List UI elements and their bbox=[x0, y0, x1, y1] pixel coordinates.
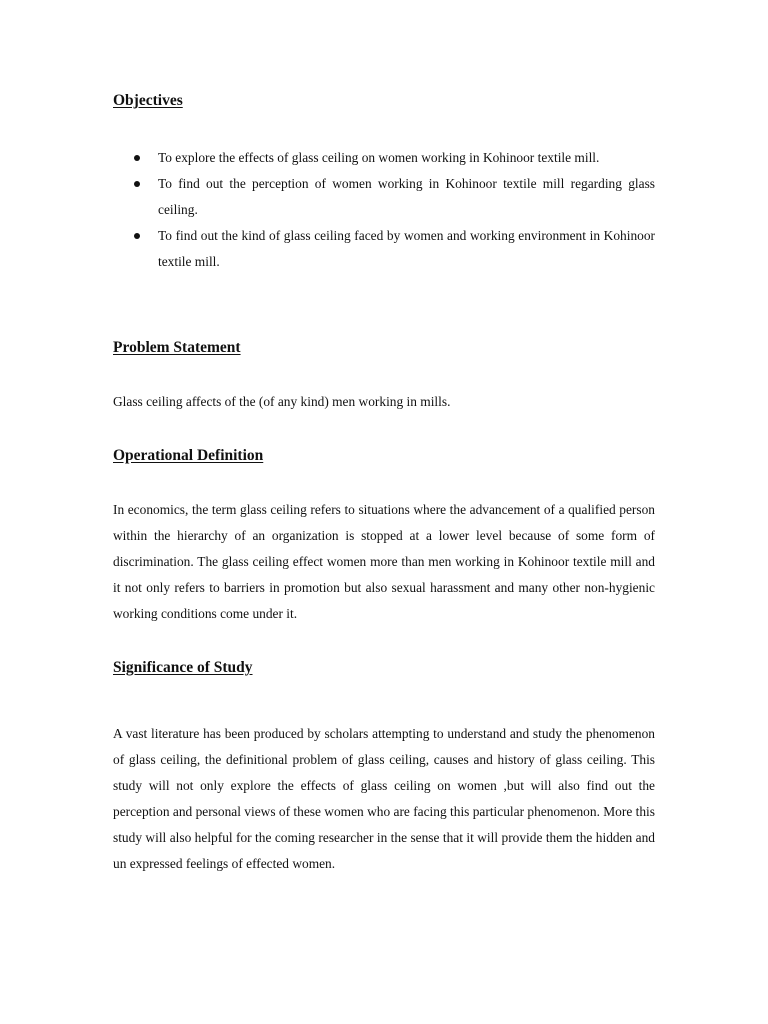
objectives-heading: Objectives bbox=[113, 92, 183, 109]
list-item bbox=[113, 145, 655, 171]
bullet-icon bbox=[134, 155, 140, 161]
objective-text: To find out the perception of women working in Kohinoor textile mill regarding glass ceiling. bbox=[158, 176, 655, 217]
significance-text: A vast literature has been produced by scholars attempting to understand and study the phenomenon of glass ceiling, the definitional problem of glass ceiling, causes and history of glass ceiling. This study will not only explore the effects of glass ceiling on women ,but will also find out the perception and personal views of these women who are facing this particular phenomenon. More this study will also helpful for the coming researcher in the sense that it will provide them the hidden and un expressed feelings of effected women. bbox=[113, 726, 655, 871]
list-item bbox=[113, 171, 655, 223]
bullet-icon bbox=[134, 181, 140, 187]
bullet-icon bbox=[134, 233, 140, 239]
operational-definition-heading: Operational Definition bbox=[113, 447, 264, 464]
problem-statement-text: Glass ceiling affects of the (of any kind) men working in mills. bbox=[113, 394, 451, 409]
operational-definition-text: In economics, the term glass ceiling refers to situations where the advancement of a qualified person within the hierarchy of an organization is stopped at a lower level because of some form of discrimination. The glass ceiling effect women more than men working in Kohinoor textile mill and it not only refers to barriers in promotion but also sexual harassment and many other non-hygienic working conditions come under it. bbox=[113, 502, 655, 621]
significance-heading: Significance of Study bbox=[113, 659, 253, 676]
problem-statement-heading: Problem Statement bbox=[113, 339, 241, 356]
objective-text: To find out the kind of glass ceiling faced by women and working environment in Kohinoor textile mill. bbox=[158, 228, 655, 269]
objectives-list bbox=[113, 145, 655, 275]
list-item bbox=[113, 223, 655, 275]
objective-text: To explore the effects of glass ceiling on women working in Kohinoor textile mill. bbox=[158, 150, 600, 165]
